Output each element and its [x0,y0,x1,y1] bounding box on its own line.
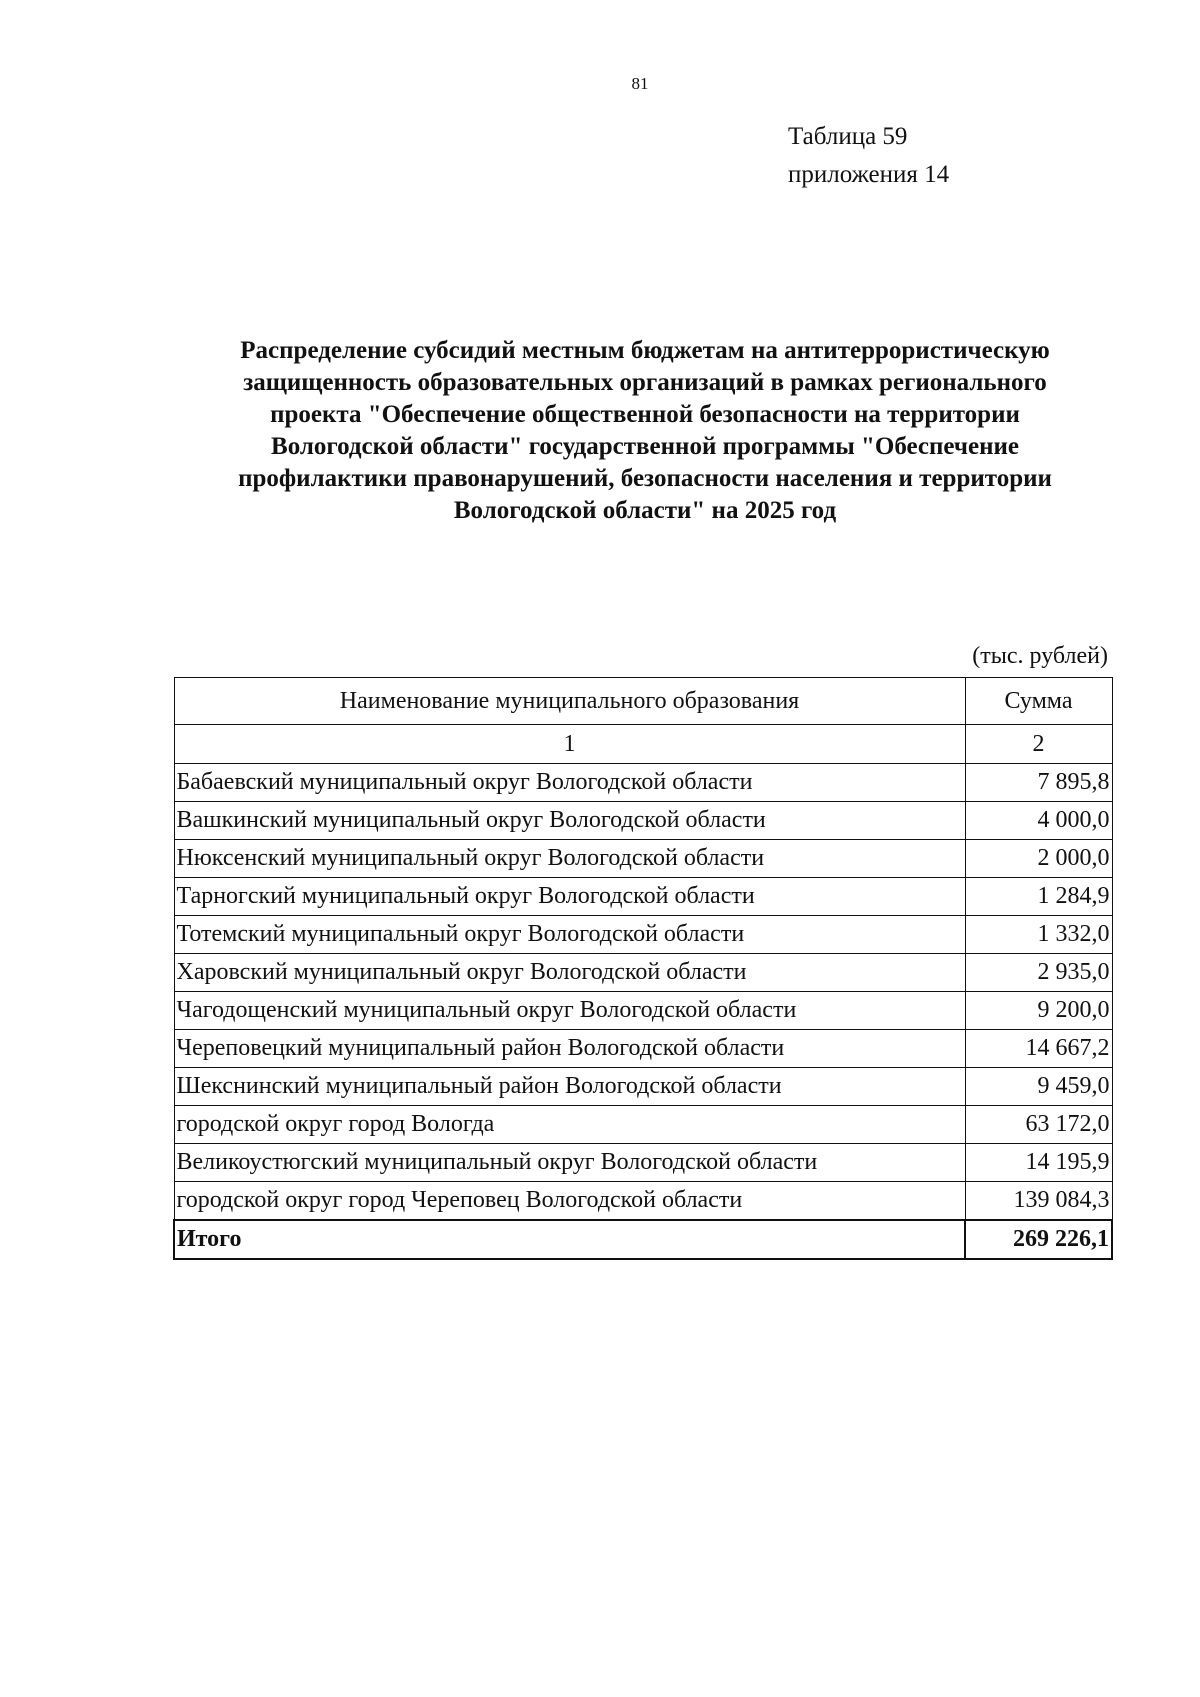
document-title-line: Распределение субсидий местным бюджетам на антитеррористическую [240,337,1050,364]
table-row [174,1182,1112,1221]
subsidy-sum: 2 935,0 [965,954,1112,992]
subsidy-sum: 14 195,9 [965,1144,1112,1182]
document-title-line: защищенность образовательных организаций в рамках регионального [243,369,1047,396]
municipality-name: Харовский муниципальный округ Вологодской области [174,954,965,992]
header-municipality: Наименование муниципального образования [174,678,965,725]
units-label: (тыс. рублей) [972,643,1108,669]
document-title-line: профилактики правонарушений, безопасности населения и территории [238,465,1052,492]
table-row [174,840,1112,878]
table-header-row [174,678,1112,725]
table-row [174,1030,1112,1068]
table-row [174,916,1112,954]
table-reference-line-1: Таблица 59 [788,123,908,150]
table-row [174,992,1112,1030]
subsidy-sum: 2 000,0 [965,840,1112,878]
municipality-name: Тотемский муниципальный округ Вологодской области [174,916,965,954]
municipality-name: Вашкинский муниципальный округ Вологодской области [174,802,965,840]
subsidy-sum: 63 172,0 [965,1106,1112,1144]
total-row [174,1220,1112,1259]
document-title-line: Вологодской области" государственной программы "Обеспечение [271,433,1019,460]
total-sum: 269 226,1 [965,1220,1112,1259]
document-title-line: проекта "Обеспечение общественной безопасности на территории [270,401,1020,428]
table-row [174,878,1112,916]
table-reference-line-2: приложения 14 [788,161,950,188]
table-row [174,1068,1112,1106]
table-row [174,802,1112,840]
table-row [174,764,1112,802]
subsidy-sum: 1 332,0 [965,916,1112,954]
table-row [174,954,1112,992]
municipality-name: Шекснинский муниципальный район Вологодской области [174,1068,965,1106]
column-number: 2 [965,725,1112,764]
municipality-name: Чагодощенский муниципальный округ Вологодской области [174,992,965,1030]
column-number: 1 [174,725,965,764]
column-numbering-row [174,725,1112,764]
subsidy-sum: 7 895,8 [965,764,1112,802]
subsidy-sum: 9 459,0 [965,1068,1112,1106]
header-sum: Сумма [965,678,1112,725]
subsidy-sum: 4 000,0 [965,802,1112,840]
municipality-name: Нюксенский муниципальный округ Вологодской области [174,840,965,878]
subsidy-sum: 1 284,9 [965,878,1112,916]
table-row [174,1106,1112,1144]
municipality-name: Великоустюгский муниципальный округ Вологодской области [174,1144,965,1182]
subsidies-table [173,677,1113,1260]
municipality-name: Тарногский муниципальный округ Вологодской области [174,878,965,916]
document-title-line: Вологодской области" на 2025 год [453,497,837,524]
document-title [190,335,1100,527]
page-number: 81 [631,74,649,93]
municipality-name: городской округ город Череповец Вологодской области [174,1182,965,1221]
subsidy-sum: 139 084,3 [965,1182,1112,1221]
subsidy-sum: 14 667,2 [965,1030,1112,1068]
municipality-name: городской округ город Вологда [174,1106,965,1144]
municipality-name: Бабаевский муниципальный округ Вологодской области [174,764,965,802]
subsidy-sum: 9 200,0 [965,992,1112,1030]
municipality-name: Череповецкий муниципальный район Вологодской области [174,1030,965,1068]
table-reference [788,118,949,194]
total-label: Итого [174,1220,965,1259]
table-row [174,1144,1112,1182]
